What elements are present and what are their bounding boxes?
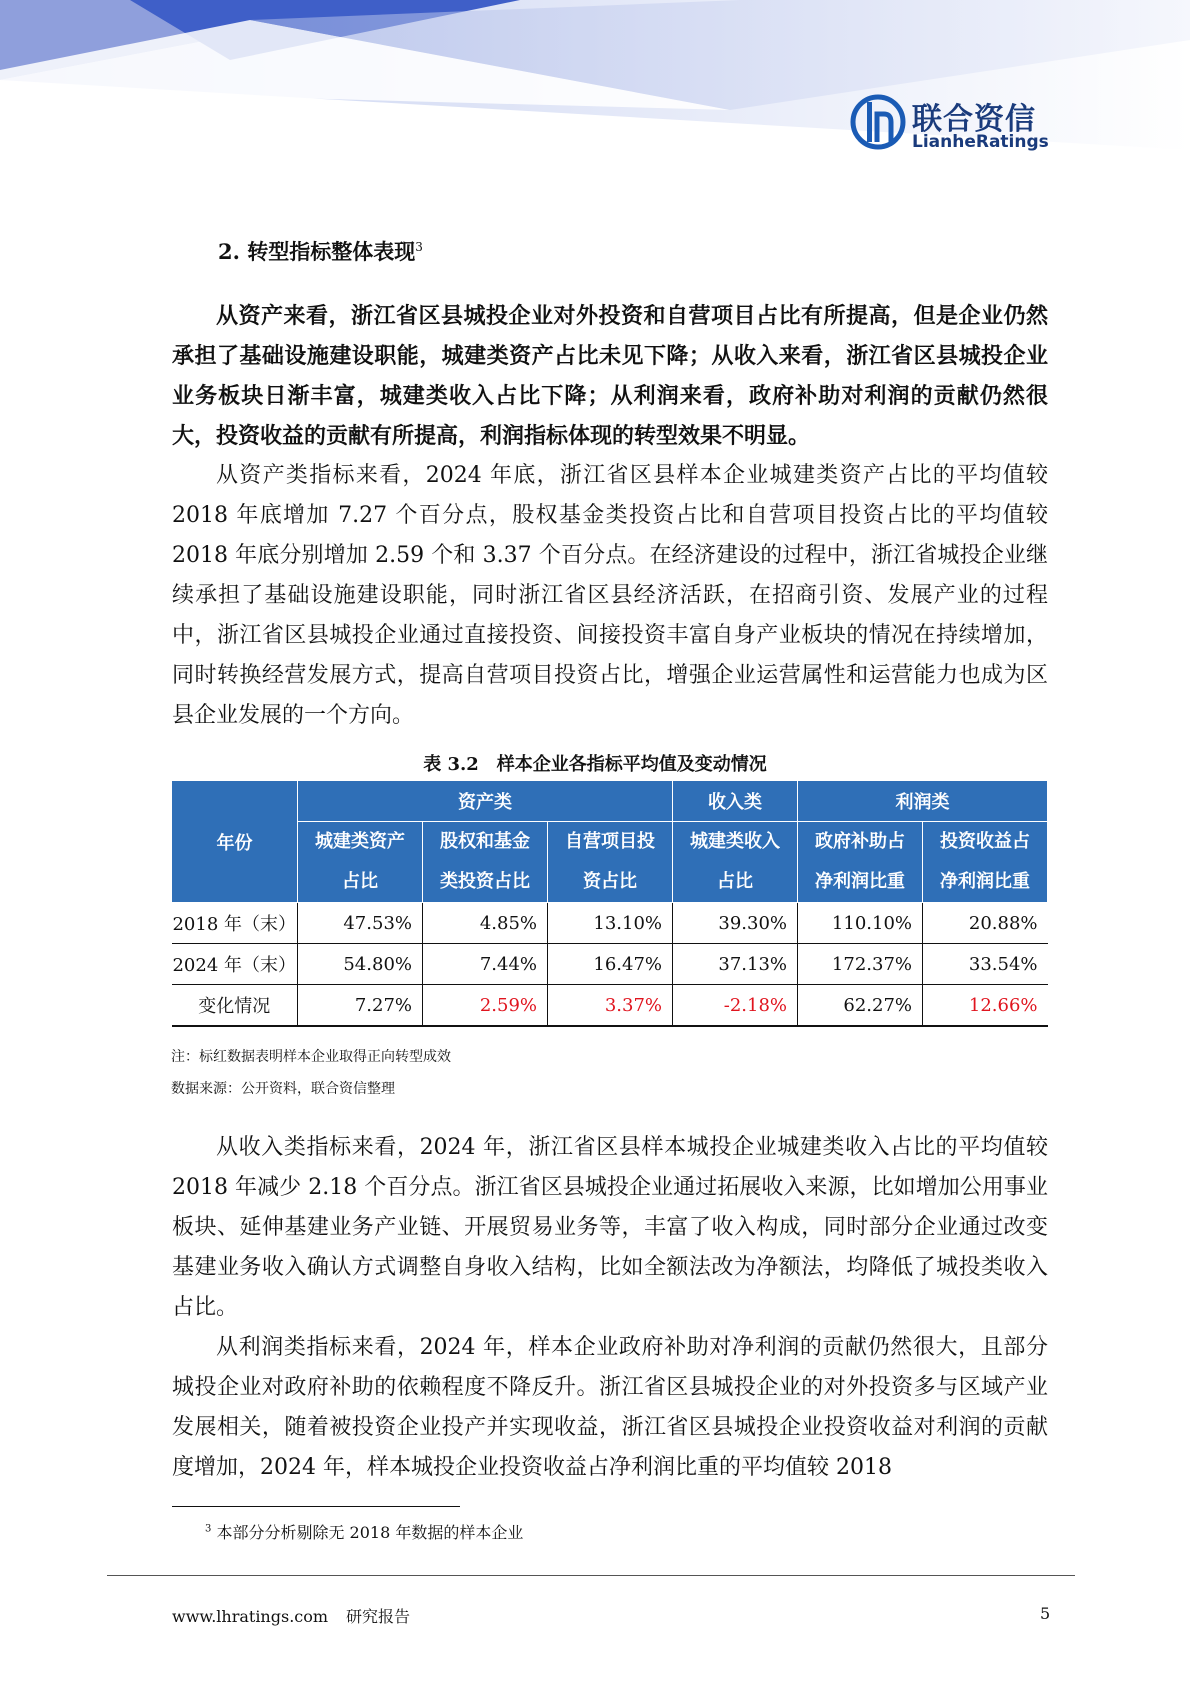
table-cell: 62.27%: [798, 985, 923, 1027]
column-header: 城建类资产: [298, 822, 423, 863]
footnote-divider: [172, 1506, 460, 1507]
footnote-mark: 3: [205, 1523, 212, 1535]
summary-paragraph: 从资产来看，浙江省区县城投企业对外投资和自营项目占比有所提高，但是企业仍然承担了基础设施建设职能，城建类资产占比未见下降；从收入来看，浙江省区县城投企业业务板块日渐丰富，城建类收入占比下降；从利润来看，政府补助对利润的贡献仍然很大，投资收益的贡献有所提高，利润指标体现的转型效果不明显。: [172, 303, 1048, 449]
logo-text-cn: 联合资信: [912, 102, 1036, 137]
asset-paragraph: 从资产类指标来看，2024 年底，浙江省区县样本企业城建类资产占比的平均值较 2018 年底增加 7.27 个百分点，股权基金类投资占比和自营项目投资占比的平均值较 2018 年底分别增加 2.59 个和 3.37 个百分点。在经济建设的过程中，浙江省城投企业继续承担了基础设施建设职能，同时浙江省区县经济活跃，在招商引资、发展产业的过程中，浙江省区县城投企业通过直接投资、间接投资丰富自身产业板块的情况在持续增加，同时转换经营发展方式，提高自营项目投资占比，增强企业运营属性和运营能力也成为区县企业发展的一个方向。: [172, 463, 1048, 728]
table-cell: 39.30%: [673, 903, 798, 944]
table-cell: 2.59%: [423, 985, 548, 1027]
table-cell: 172.37%: [798, 944, 923, 985]
row-label: 2024 年（末）: [172, 944, 298, 985]
row-label: 变化情况: [172, 985, 298, 1027]
profit-paragraph: 从利润类指标来看，2024 年，样本企业政府补助对净利润的贡献仍然很大，且部分城投企业对政府补助的依赖程度不降反升。浙江省区县城投企业的对外投资多与区域产业发展相关，随着被投资企业投产并实现收益，浙江省区县城投企业投资收益对利润的贡献度增加，2024 年，样本城投企业投资收益占净利润比重的平均值较 2018: [172, 1335, 1048, 1480]
footnote-text: 本部分分析剔除无 2018 年数据的样本企业: [216, 1523, 524, 1542]
table-cell: -2.18%: [673, 985, 798, 1027]
column-header: 净利润比重: [923, 862, 1048, 903]
table-row: [172, 944, 1048, 985]
table-cell: 33.54%: [923, 944, 1048, 985]
table-cell: 13.10%: [548, 903, 673, 944]
row-label: 2018 年（末）: [172, 903, 298, 944]
logo-text-en: LianheRatings: [912, 132, 1049, 152]
income-paragraph: 从收入类指标来看，2024 年，浙江省区县样本城投企业城建类收入占比的平均值较 2018 年减少 2.18 个百分点。浙江省区县城投企业通过拓展收入来源，比如增加公用事业板块、延伸基建业务产业链、开展贸易业务等，丰富了收入构成，同时部分企业通过改变基建业务收入确认方式调整自身收入结构，比如全额法改为净额法，均降低了城投类收入占比。: [172, 1135, 1048, 1320]
table-source: 数据来源：公开资料，联合资信整理: [171, 1081, 395, 1097]
column-header: 政府补助占: [798, 822, 923, 863]
column-header: 股权和基金: [423, 822, 548, 863]
indicator-table: [171, 780, 1048, 1027]
footnote-ref: 3: [415, 240, 423, 254]
section-title: [218, 236, 423, 266]
table-cell: 47.53%: [298, 903, 423, 944]
column-header: 城建类收入: [673, 822, 798, 863]
section-title-text: 2. 转型指标整体表现: [218, 239, 416, 264]
year-header: 年份: [172, 781, 298, 903]
column-header: 资占比: [548, 862, 673, 903]
table-caption: 表 3.2 样本企业各指标平均值及变动情况: [423, 754, 767, 775]
lianhe-ratings-logo: [850, 92, 1070, 162]
table-row: [172, 985, 1048, 1027]
column-header: 占比: [673, 862, 798, 903]
table-row: [172, 903, 1048, 944]
column-header: 净利润比重: [798, 862, 923, 903]
table-cell: 110.10%: [798, 903, 923, 944]
footer-left: [172, 1604, 428, 1627]
table-cell: 7.44%: [423, 944, 548, 985]
footer-divider: [107, 1575, 1075, 1576]
table-cell: 7.27%: [298, 985, 423, 1027]
table-note: 注：标红数据表明样本企业取得正向转型成效: [171, 1049, 451, 1065]
table-cell: 3.37%: [548, 985, 673, 1027]
group-header-income: 收入类: [673, 781, 798, 822]
page-number: 5: [1040, 1604, 1051, 1623]
table-cell: 16.47%: [548, 944, 673, 985]
lianhe-logo-icon: [850, 92, 906, 152]
footer-label: 研究报告: [346, 1607, 411, 1626]
table-cell: 4.85%: [423, 903, 548, 944]
table-cell: 20.88%: [923, 903, 1048, 944]
column-header: 类投资占比: [423, 862, 548, 903]
group-header-assets: 资产类: [298, 781, 673, 822]
column-header: 占比: [298, 862, 423, 903]
column-header: 投资收益占: [923, 822, 1048, 863]
column-header: 自营项目投: [548, 822, 673, 863]
table-cell: 12.66%: [923, 985, 1048, 1027]
footer-url[interactable]: www.lhratings.com: [172, 1607, 329, 1626]
table-cell: 54.80%: [298, 944, 423, 985]
table-cell: 37.13%: [673, 944, 798, 985]
footnote: [205, 1520, 523, 1543]
group-header-profit: 利润类: [798, 781, 1048, 822]
